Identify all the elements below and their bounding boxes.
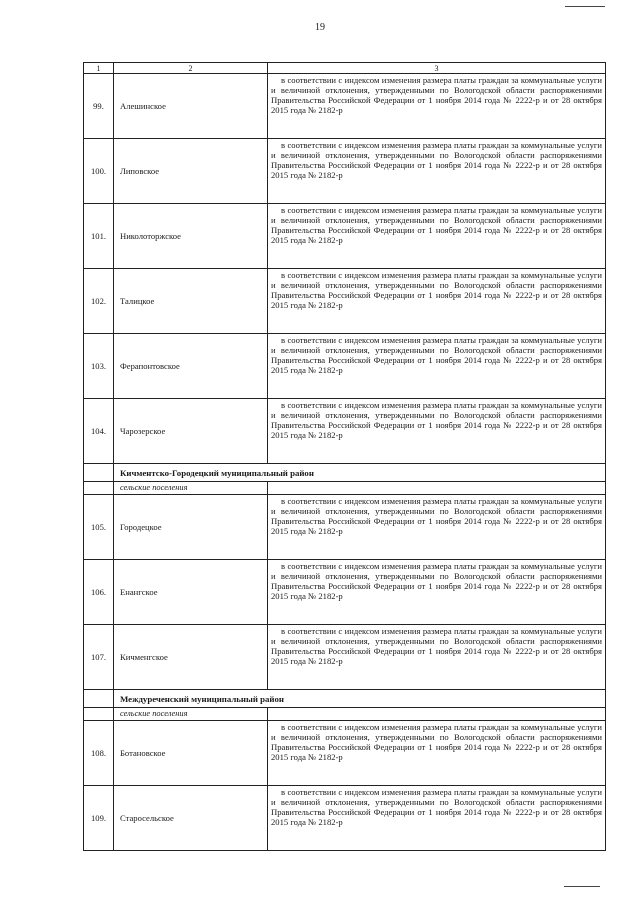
row-number: 100. — [84, 139, 114, 204]
settlement-name: Старосельское — [114, 786, 268, 851]
row-number: 99. — [84, 74, 114, 139]
subheading-empty-cell — [268, 708, 606, 721]
subheading-number-cell — [84, 708, 114, 721]
row-description: в соответствии с индексом изменения размера платы граждан за коммунальные услуги и величиной отклонения, утвержденными по Вологодской области распоряжениями Правительства Российской Федерации от 1 ноября 2014 года № 2222-р и от 28 октября 2015 года № 2182-р — [268, 560, 606, 625]
subheading-row — [84, 482, 606, 495]
settlement-name: Алешинское — [114, 74, 268, 139]
table-row — [84, 721, 606, 786]
table-row — [84, 204, 606, 269]
table-row — [84, 74, 606, 139]
settlement-name: Городецкое — [114, 495, 268, 560]
row-number: 106. — [84, 560, 114, 625]
row-number: 101. — [84, 204, 114, 269]
district-number-cell — [84, 690, 114, 708]
row-description: в соответствии с индексом изменения размера платы граждан за коммунальные услуги и величиной отклонения, утвержденными по Вологодской области распоряжениями Правительства Российской Федерации от 1 ноября 2014 года № 2222-р и от 28 октября 2015 года № 2182-р — [268, 399, 606, 464]
district-row — [84, 690, 606, 708]
row-number: 107. — [84, 625, 114, 690]
tariff-table — [83, 62, 606, 851]
table-row — [84, 399, 606, 464]
row-number: 109. — [84, 786, 114, 851]
row-description: в соответствии с индексом изменения размера платы граждан за коммунальные услуги и величиной отклонения, утвержденными по Вологодской области распоряжениями Правительства Российской Федерации от 1 ноября 2014 года № 2222-р и от 28 октября 2015 года № 2182-р — [268, 139, 606, 204]
column-header-3: 3 — [268, 63, 606, 74]
row-description: в соответствии с индексом изменения размера платы граждан за коммунальные услуги и величиной отклонения, утвержденными по Вологодской области распоряжениями Правительства Российской Федерации от 1 ноября 2014 года № 2222-р и от 28 октября 2015 года № 2182-р — [268, 204, 606, 269]
row-description: в соответствии с индексом изменения размера платы граждан за коммунальные услуги и величиной отклонения, утвержденными по Вологодской области распоряжениями Правительства Российской Федерации от 1 ноября 2014 года № 2222-р и от 28 октября 2015 года № 2182-р — [268, 334, 606, 399]
settlement-name: Талицкое — [114, 269, 268, 334]
row-number: 105. — [84, 495, 114, 560]
row-number: 103. — [84, 334, 114, 399]
table-row — [84, 625, 606, 690]
row-description: в соответствии с индексом изменения размера платы граждан за коммунальные услуги и величиной отклонения, утвержденными по Вологодской области распоряжениями Правительства Российской Федерации от 1 ноября 2014 года № 2222-р и от 28 октября 2015 года № 2182-р — [268, 721, 606, 786]
row-number: 104. — [84, 399, 114, 464]
table-row — [84, 560, 606, 625]
settlement-name: Ботановское — [114, 721, 268, 786]
table-header-row — [84, 63, 606, 74]
row-description: в соответствии с индексом изменения размера платы граждан за коммунальные услуги и величиной отклонения, утвержденными по Вологодской области распоряжениями Правительства Российской Федерации от 1 ноября 2014 года № 2222-р и от 28 октября 2015 года № 2182-р — [268, 74, 606, 139]
row-number: 108. — [84, 721, 114, 786]
scan-mark-top — [565, 6, 605, 7]
subheading-row — [84, 708, 606, 721]
settlement-name: Енангское — [114, 560, 268, 625]
table-row — [84, 786, 606, 851]
column-header-2: 2 — [114, 63, 268, 74]
district-row — [84, 464, 606, 482]
settlement-name: Чарозерское — [114, 399, 268, 464]
row-number: 102. — [84, 269, 114, 334]
settlement-name: Ферапонтовское — [114, 334, 268, 399]
settlement-name: Кичменгское — [114, 625, 268, 690]
table-row — [84, 139, 606, 204]
district-number-cell — [84, 464, 114, 482]
settlement-type-label: сельские поселения — [114, 708, 268, 721]
page-number: 19 — [315, 22, 325, 33]
row-description: в соответствии с индексом изменения размера платы граждан за коммунальные услуги и величиной отклонения, утвержденными по Вологодской области распоряжениями Правительства Российской Федерации от 1 ноября 2014 года № 2222-р и от 28 октября 2015 года № 2182-р — [268, 786, 606, 851]
column-header-1: 1 — [84, 63, 114, 74]
settlement-name: Липовское — [114, 139, 268, 204]
table-row — [84, 495, 606, 560]
table-row — [84, 334, 606, 399]
settlement-type-label: сельские поселения — [114, 482, 268, 495]
district-title: Междуреченский муниципальный район — [114, 690, 606, 708]
table-row — [84, 269, 606, 334]
settlement-name: Николоторжское — [114, 204, 268, 269]
row-description: в соответствии с индексом изменения размера платы граждан за коммунальные услуги и величиной отклонения, утвержденными по Вологодской области распоряжениями Правительства Российской Федерации от 1 ноября 2014 года № 2222-р и от 28 октября 2015 года № 2182-р — [268, 625, 606, 690]
row-description: в соответствии с индексом изменения размера платы граждан за коммунальные услуги и величиной отклонения, утвержденными по Вологодской области распоряжениями Правительства Российской Федерации от 1 ноября 2014 года № 2222-р и от 28 октября 2015 года № 2182-р — [268, 495, 606, 560]
row-description: в соответствии с индексом изменения размера платы граждан за коммунальные услуги и величиной отклонения, утвержденными по Вологодской области распоряжениями Правительства Российской Федерации от 1 ноября 2014 года № 2222-р и от 28 октября 2015 года № 2182-р — [268, 269, 606, 334]
subheading-number-cell — [84, 482, 114, 495]
scan-mark-bottom — [564, 886, 600, 887]
district-title: Кичментско-Городецкий муниципальный район — [114, 464, 606, 482]
subheading-empty-cell — [268, 482, 606, 495]
